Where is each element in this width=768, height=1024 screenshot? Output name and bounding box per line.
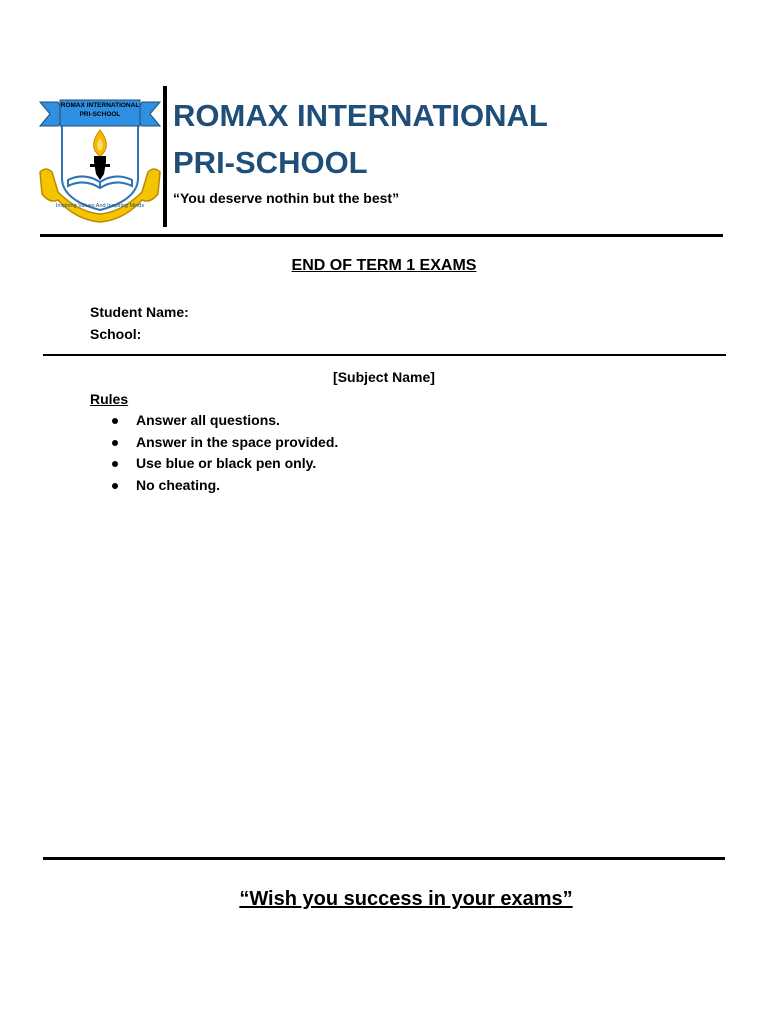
rule-item [112,475,338,497]
bullet-icon [112,483,118,489]
exam-title: END OF TERM 1 EXAMS [291,257,477,274]
rule-item [112,410,338,432]
rule-text: Answer all questions. [136,412,280,428]
bullet-icon [112,461,118,467]
logo-banner-text-1: ROMAX INTERNATIONAL [60,102,140,109]
rules-list [112,410,338,497]
rule-text: No cheating. [136,477,221,494]
rule-text: Use blue or black pen only. [136,455,317,472]
header-rule [40,234,723,237]
logo-banner-text-2: PRI-SCHOOL [79,111,121,118]
bullet-icon [112,440,118,446]
section-rule [43,354,726,356]
header-divider [163,86,167,227]
school-name-line2: PRI-SCHOOL [173,145,368,180]
logo-ribbon-text: Inspiring Values And Inspiring Minds [55,203,145,209]
rules-heading: Rules [90,391,129,407]
closing-message: “Wish you success in your exams” [239,888,573,910]
school-motto: “You deserve nothin but the best” [173,190,400,206]
subject-name: [Subject Name] [333,369,435,385]
rule-text: Answer in the space provided. [136,433,339,450]
school-label: School: [90,326,142,342]
student-name-label: Student Name: [90,304,189,320]
school-name-line1: ROMAX INTERNATIONAL [173,98,548,133]
rule-item [112,432,338,454]
bullet-icon [112,418,118,424]
footer-rule [43,857,725,860]
school-logo [38,96,162,224]
rule-item [112,453,338,475]
